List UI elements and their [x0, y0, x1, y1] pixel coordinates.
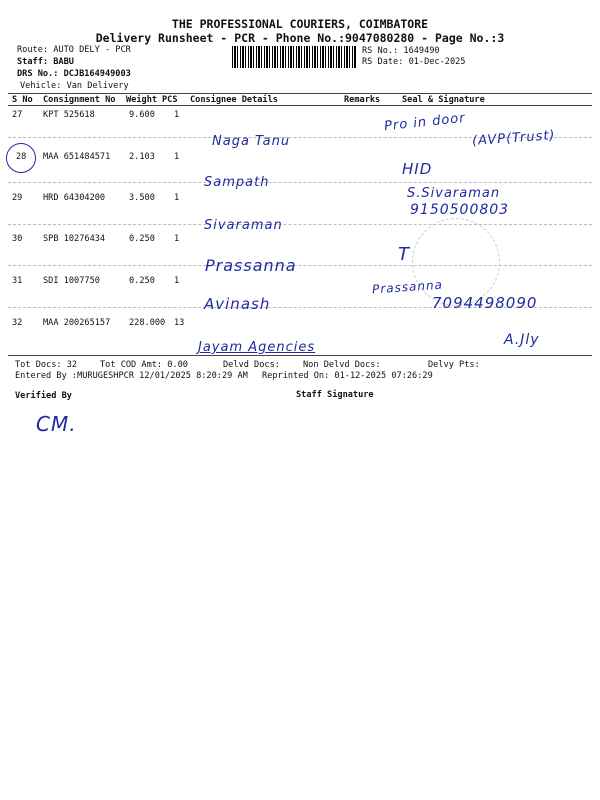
delivery-points: Delvy Pts: — [428, 360, 480, 370]
row-sno: 30 — [12, 234, 23, 244]
route-label: Route: AUTO DELY - PCR — [17, 45, 131, 55]
col-weight: Weight — [126, 95, 158, 105]
row-weight: 0.250 — [129, 276, 155, 286]
total-docs: Tot Docs: 32 — [15, 360, 78, 370]
row-pcs: 1 — [174, 110, 180, 120]
row-consignment: MAA 651484571 — [43, 152, 111, 162]
row-consignment: SDI 1007750 — [43, 276, 100, 286]
verified-by-label: Verified By — [15, 391, 72, 401]
row-rule — [8, 182, 592, 183]
row-rule — [8, 224, 592, 225]
verifier-signature-handwritten: CM. — [36, 412, 77, 436]
col-seal: Seal & Signature — [402, 95, 485, 105]
consignee-name-handwritten: Sampath — [204, 175, 270, 190]
entered-by: Entered By :MURUGESHPCR 12/01/2025 8:20:29 AM — [15, 371, 248, 381]
company-title: THE PROFESSIONAL COURIERS, COIMBATORE — [171, 17, 429, 31]
header-top-rule — [8, 93, 592, 94]
row-sno: 31 — [12, 276, 23, 286]
row-pcs: 13 — [174, 318, 185, 328]
signature-handwritten: HID — [402, 160, 433, 178]
non-delivered-docs: Non Delvd Docs: — [303, 360, 381, 370]
consignee-name-handwritten: Avinash — [204, 295, 271, 313]
row-weight: 228.000 — [129, 318, 166, 328]
consignee-name-handwritten: Naga Tanu — [212, 134, 291, 149]
row-pcs: 1 — [174, 276, 180, 286]
consignee-name-handwritten: Jayam Agencies — [198, 340, 316, 355]
row-weight: 0.250 — [129, 234, 155, 244]
row-sno: 27 — [12, 110, 23, 120]
row-weight: 2.103 — [129, 152, 155, 162]
staff-label: Staff: BABU — [17, 57, 74, 67]
signature-handwritten: Prassanna — [371, 277, 444, 297]
col-consignee: Consignee Details — [190, 95, 278, 105]
rs-number: RS No.: 1649490 — [362, 46, 440, 56]
signature-handwritten: A.Jly — [504, 332, 540, 348]
total-cod-amount: Tot COD Amt: 0.00 — [100, 360, 188, 370]
consignee-name-handwritten: Sivaraman — [204, 218, 283, 233]
drs-number: DRS No.: DCJB164949003 — [17, 69, 131, 79]
row-pcs: 1 — [174, 234, 180, 244]
company-stamp — [412, 218, 500, 306]
table-bottom-rule — [8, 355, 592, 356]
row-weight: 3.500 — [129, 193, 155, 203]
row-consignment: KPT 525618 — [43, 110, 95, 120]
signature-handwritten: (AVP(Trust) — [471, 128, 557, 149]
staff-signature-label: Staff Signature — [296, 390, 374, 400]
signature-handwritten: 9150500803 — [410, 202, 510, 218]
row-pcs: 1 — [174, 152, 180, 162]
row-rule — [8, 265, 592, 266]
col-consignment: Consignment No — [43, 95, 116, 105]
row-sno: 29 — [12, 193, 23, 203]
runsheet-subtitle: Delivery Runsheet - PCR - Phone No.:9047080280 - Page No.:3 — [95, 31, 505, 45]
row-sno: 28 — [16, 152, 27, 162]
delivered-docs: Delvd Docs: — [223, 360, 280, 370]
signature-handwritten: 7094498090 — [432, 294, 538, 312]
consignee-name-handwritten: Prassanna — [205, 256, 297, 275]
col-remarks: Remarks — [344, 95, 381, 105]
header-bottom-rule — [8, 105, 592, 106]
row-highlight-circle — [6, 143, 36, 173]
row-consignment: HRD 64304200 — [43, 193, 106, 203]
row-weight: 9.600 — [129, 110, 155, 120]
signature-handwritten: Pro in door — [383, 110, 467, 135]
vehicle-label: Vehicle: Van Delivery — [20, 81, 129, 91]
col-sno: S No — [12, 95, 33, 105]
signature-handwritten: S.Sivaraman — [407, 186, 501, 201]
signature-handwritten: T — [398, 244, 410, 265]
reprinted-on: Reprinted On: 01-12-2025 07:26:29 — [262, 371, 433, 381]
row-consignment: SPB 10276434 — [43, 234, 106, 244]
row-consignment: MAA 200265157 — [43, 318, 111, 328]
row-pcs: 1 — [174, 193, 180, 203]
barcode-image — [232, 46, 356, 68]
col-pcs: PCS — [162, 95, 178, 105]
row-sno: 32 — [12, 318, 23, 328]
rs-date: RS Date: 01-Dec-2025 — [362, 57, 466, 67]
